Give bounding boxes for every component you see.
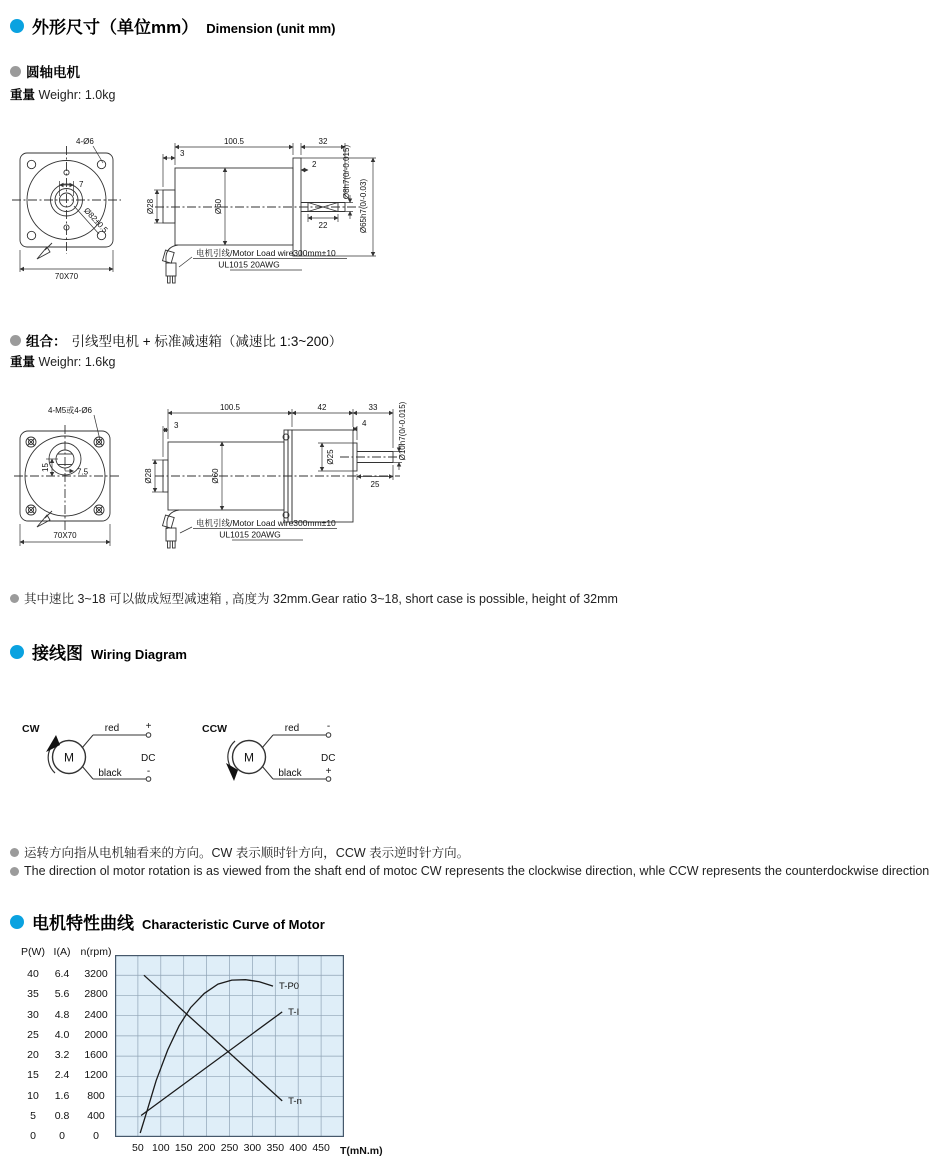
y-axis-label-P(W): P(W) — [21, 946, 45, 958]
curve-label-T-I: T-I — [288, 1006, 300, 1018]
dim-shaft-dia: Ø8h7(0/-0.015) — [342, 144, 351, 200]
dim-shaft-w: 7.5 — [77, 467, 89, 477]
ccw-minus-label: - — [326, 721, 331, 732]
rotation-note-en — [10, 864, 929, 878]
rotation-arc — [48, 749, 55, 773]
combo-label-rest: 引线型电机 + 标准减速箱（减速比 1:3~200） — [71, 334, 343, 349]
drawing-gear-motor — [10, 395, 440, 560]
x-tick: 100 — [152, 1142, 170, 1154]
cw-label: CW — [22, 723, 40, 735]
curve-plot-area — [115, 955, 344, 1137]
ccw-black-label: black — [278, 768, 302, 779]
y-axis-label-n(rpm): n(rpm) — [80, 946, 112, 958]
wire-exit-arrow-icon — [37, 247, 50, 259]
dim-out-boss-dia: Ø25 — [326, 449, 335, 465]
curve-label-T-n: T-n — [288, 1095, 302, 1107]
gray-bullet-icon — [10, 594, 19, 603]
dim-flange-size: 70X70 — [54, 272, 79, 281]
x-tick: 150 — [174, 1142, 193, 1154]
y-tick: 2400 — [84, 1008, 108, 1021]
section-dimension-header — [10, 13, 336, 38]
weight-zh-2: 重量 — [10, 355, 36, 369]
section-curve-header — [10, 909, 325, 934]
side-view-dimensions — [146, 137, 376, 270]
combo-label-bold: 组合： — [26, 334, 67, 349]
y-tick: 1.6 — [54, 1089, 70, 1102]
lead-wire-label-1: 电机引线/Motor Load wire300mm±10 — [196, 248, 336, 258]
cw-black-label: black — [98, 768, 122, 779]
ccw-arrowhead-icon — [226, 763, 238, 781]
gray-bullet-icon — [10, 66, 21, 77]
y-tick: 3.2 — [54, 1049, 70, 1062]
y-tick: 1200 — [84, 1069, 108, 1082]
cw-plus-label: + — [145, 721, 152, 732]
wiring-title-zh: 接线图 — [32, 644, 83, 663]
gear-ratio-note-text: 其中速比 3~18 可以做成短型减速箱 , 高度为 32mm.Gear ratio 3~18, short case is possible, height of 32mm — [24, 592, 618, 606]
curve-title-zh: 电机特性曲线 — [32, 914, 134, 933]
dim-pilot-dia-side: Ø65h7(0/-0.03) — [359, 178, 368, 234]
blue-bullet-icon — [10, 915, 24, 929]
dim-holes-2: 4-M5或4-Ø6 — [48, 406, 93, 415]
weight-en-1: Weighr: 1.0kg — [38, 88, 116, 102]
dim-shaft-offset: 15 — [41, 463, 50, 472]
y-tick: 6.4 — [54, 968, 70, 981]
y-tick: 5 — [30, 1109, 36, 1122]
round-shaft-label: 圆轴电机 — [26, 65, 80, 80]
y-tick: 2.4 — [54, 1069, 70, 1082]
dim-flange-size-2: 70X70 — [53, 531, 77, 540]
gray-bullet-icon — [10, 335, 21, 346]
dim-holes: 4-Ø6 — [76, 137, 94, 146]
wiring-ccw — [202, 721, 335, 781]
y-tick: 0.8 — [54, 1109, 70, 1122]
round-shaft-subheader — [10, 61, 80, 81]
dim-shaft-width: 7 — [79, 180, 84, 189]
x-tick: 50 — [132, 1142, 144, 1154]
section-title-zh: 外形尺寸（单位mm） — [32, 18, 199, 37]
drawing-round-shaft-motor — [10, 125, 400, 292]
wiring-cw — [22, 721, 155, 781]
curve-title-en: Characteristic Curve of Motor — [142, 917, 325, 932]
combo-subheader — [10, 330, 342, 350]
cw-arrowhead-icon — [46, 735, 60, 752]
dim-boss-length-2: 3 — [174, 421, 179, 430]
y-tick: 0 — [59, 1130, 65, 1142]
ccw-red-label: red — [284, 723, 300, 734]
dim-key-length-2: 25 — [370, 480, 380, 489]
y-tick: 2800 — [84, 988, 108, 1001]
y-tick: 4.0 — [54, 1028, 70, 1041]
y-tick: 15 — [27, 1069, 39, 1082]
dim-shaft-length-2: 33 — [368, 403, 378, 412]
characteristic-curve-chart — [0, 945, 430, 1168]
dim-body-length-2: 100.5 — [219, 403, 241, 412]
gray-bullet-icon — [10, 848, 19, 857]
wiring-diagram — [10, 715, 350, 805]
curve-label-T-P0: T-P0 — [279, 981, 300, 993]
cw-red-label: red — [104, 723, 120, 734]
cw-dc-label: DC — [141, 753, 156, 764]
dim-boss-dia-2: Ø28 — [144, 468, 153, 484]
y-tick: 5.6 — [54, 988, 70, 1001]
motor-symbol: M — [64, 750, 74, 765]
dim-body-length: 100.5 — [223, 137, 245, 146]
lead-wire-label-2: UL1015 20AWG — [219, 529, 281, 540]
weight-line-1 — [10, 85, 115, 103]
weight-en-2: Weighr: 1.6kg — [38, 355, 116, 369]
x-tick: 300 — [243, 1142, 262, 1154]
gear-motor-side-dimensions — [144, 401, 407, 540]
cw-minus-label: - — [146, 766, 151, 777]
motor-symbol: M — [244, 750, 254, 765]
y-tick: 40 — [27, 968, 39, 981]
wiring-title-en: Wiring Diagram — [91, 647, 187, 662]
gray-bullet-icon — [10, 867, 19, 876]
x-axis-label: T(mN.m) — [340, 1145, 383, 1157]
y-tick: 3200 — [84, 968, 108, 981]
y-tick: 0 — [30, 1130, 36, 1142]
rotation-note-zh-text: 运转方向指从电机轴看来的方向。CW 表示顺时针方向，CCW 表示逆时针方向。 — [24, 846, 470, 860]
y-tick: 20 — [27, 1049, 39, 1062]
lead-wire-label-2: UL1015 20AWG — [218, 259, 280, 270]
y-axis-label-I(A): I(A) — [53, 946, 71, 958]
dim-key-length: 22 — [318, 221, 328, 230]
rotation-note-en-text: The direction ol motor rotation is as viewed from the shaft end of motoc CW represents the clockwise direction, whle CCW represents the counterdockwise direction — [24, 864, 930, 878]
x-tick: 400 — [289, 1142, 307, 1154]
terminal-icon — [326, 777, 331, 782]
x-tick: 350 — [266, 1142, 285, 1154]
y-tick: 30 — [27, 1008, 39, 1021]
dim-body-dia-2: Ø60 — [211, 468, 220, 484]
dim-boss-length: 3 — [180, 149, 185, 158]
rotation-note-zh — [10, 843, 469, 861]
dim-shaft-length: 32 — [318, 137, 328, 146]
ccw-plus-label: + — [325, 766, 332, 777]
blue-bullet-icon — [10, 19, 24, 33]
dim-body-dia: Ø60 — [214, 198, 223, 215]
dim-step: 2 — [312, 160, 317, 169]
terminal-icon — [146, 733, 151, 738]
dim-shaft-dia-2: Ø10h7(0/-0.015) — [398, 401, 407, 461]
terminal-icon — [326, 733, 331, 738]
y-tick: 400 — [87, 1109, 105, 1122]
lead-wire-label-1: 电机引线/Motor Load wire300mm±10 — [196, 518, 336, 528]
y-tick: 25 — [27, 1028, 39, 1041]
y-tick: 4.8 — [54, 1008, 70, 1021]
weight-line-2 — [10, 352, 115, 370]
y-tick: 1600 — [84, 1049, 108, 1062]
y-tick: 35 — [27, 988, 39, 1001]
blue-bullet-icon — [10, 645, 24, 659]
weight-zh-1: 重量 — [10, 88, 36, 102]
ccw-dc-label: DC — [321, 753, 336, 764]
dim-gear-length: 42 — [317, 403, 327, 412]
motor-front-view — [12, 146, 121, 259]
y-tick: 2000 — [84, 1028, 108, 1041]
section-title-en: Dimension (unit mm) — [206, 21, 336, 36]
x-tick: 450 — [312, 1142, 330, 1154]
y-tick: 10 — [27, 1089, 39, 1102]
terminal-icon — [146, 777, 151, 782]
dim-pilot-dia: Ø82±0.5 — [82, 206, 110, 235]
y-tick: 0 — [93, 1130, 99, 1142]
gearbox-front-view — [14, 425, 119, 530]
gear-ratio-note — [10, 589, 618, 607]
x-tick: 200 — [197, 1142, 216, 1154]
x-tick: 250 — [220, 1142, 239, 1154]
y-tick: 800 — [87, 1089, 105, 1102]
dim-out-boss-length: 4 — [362, 419, 367, 428]
section-wiring-header — [10, 639, 187, 664]
lead-wire-bend — [167, 510, 179, 529]
dim-boss-dia: Ø28 — [146, 198, 155, 215]
ccw-label: CCW — [202, 723, 228, 735]
